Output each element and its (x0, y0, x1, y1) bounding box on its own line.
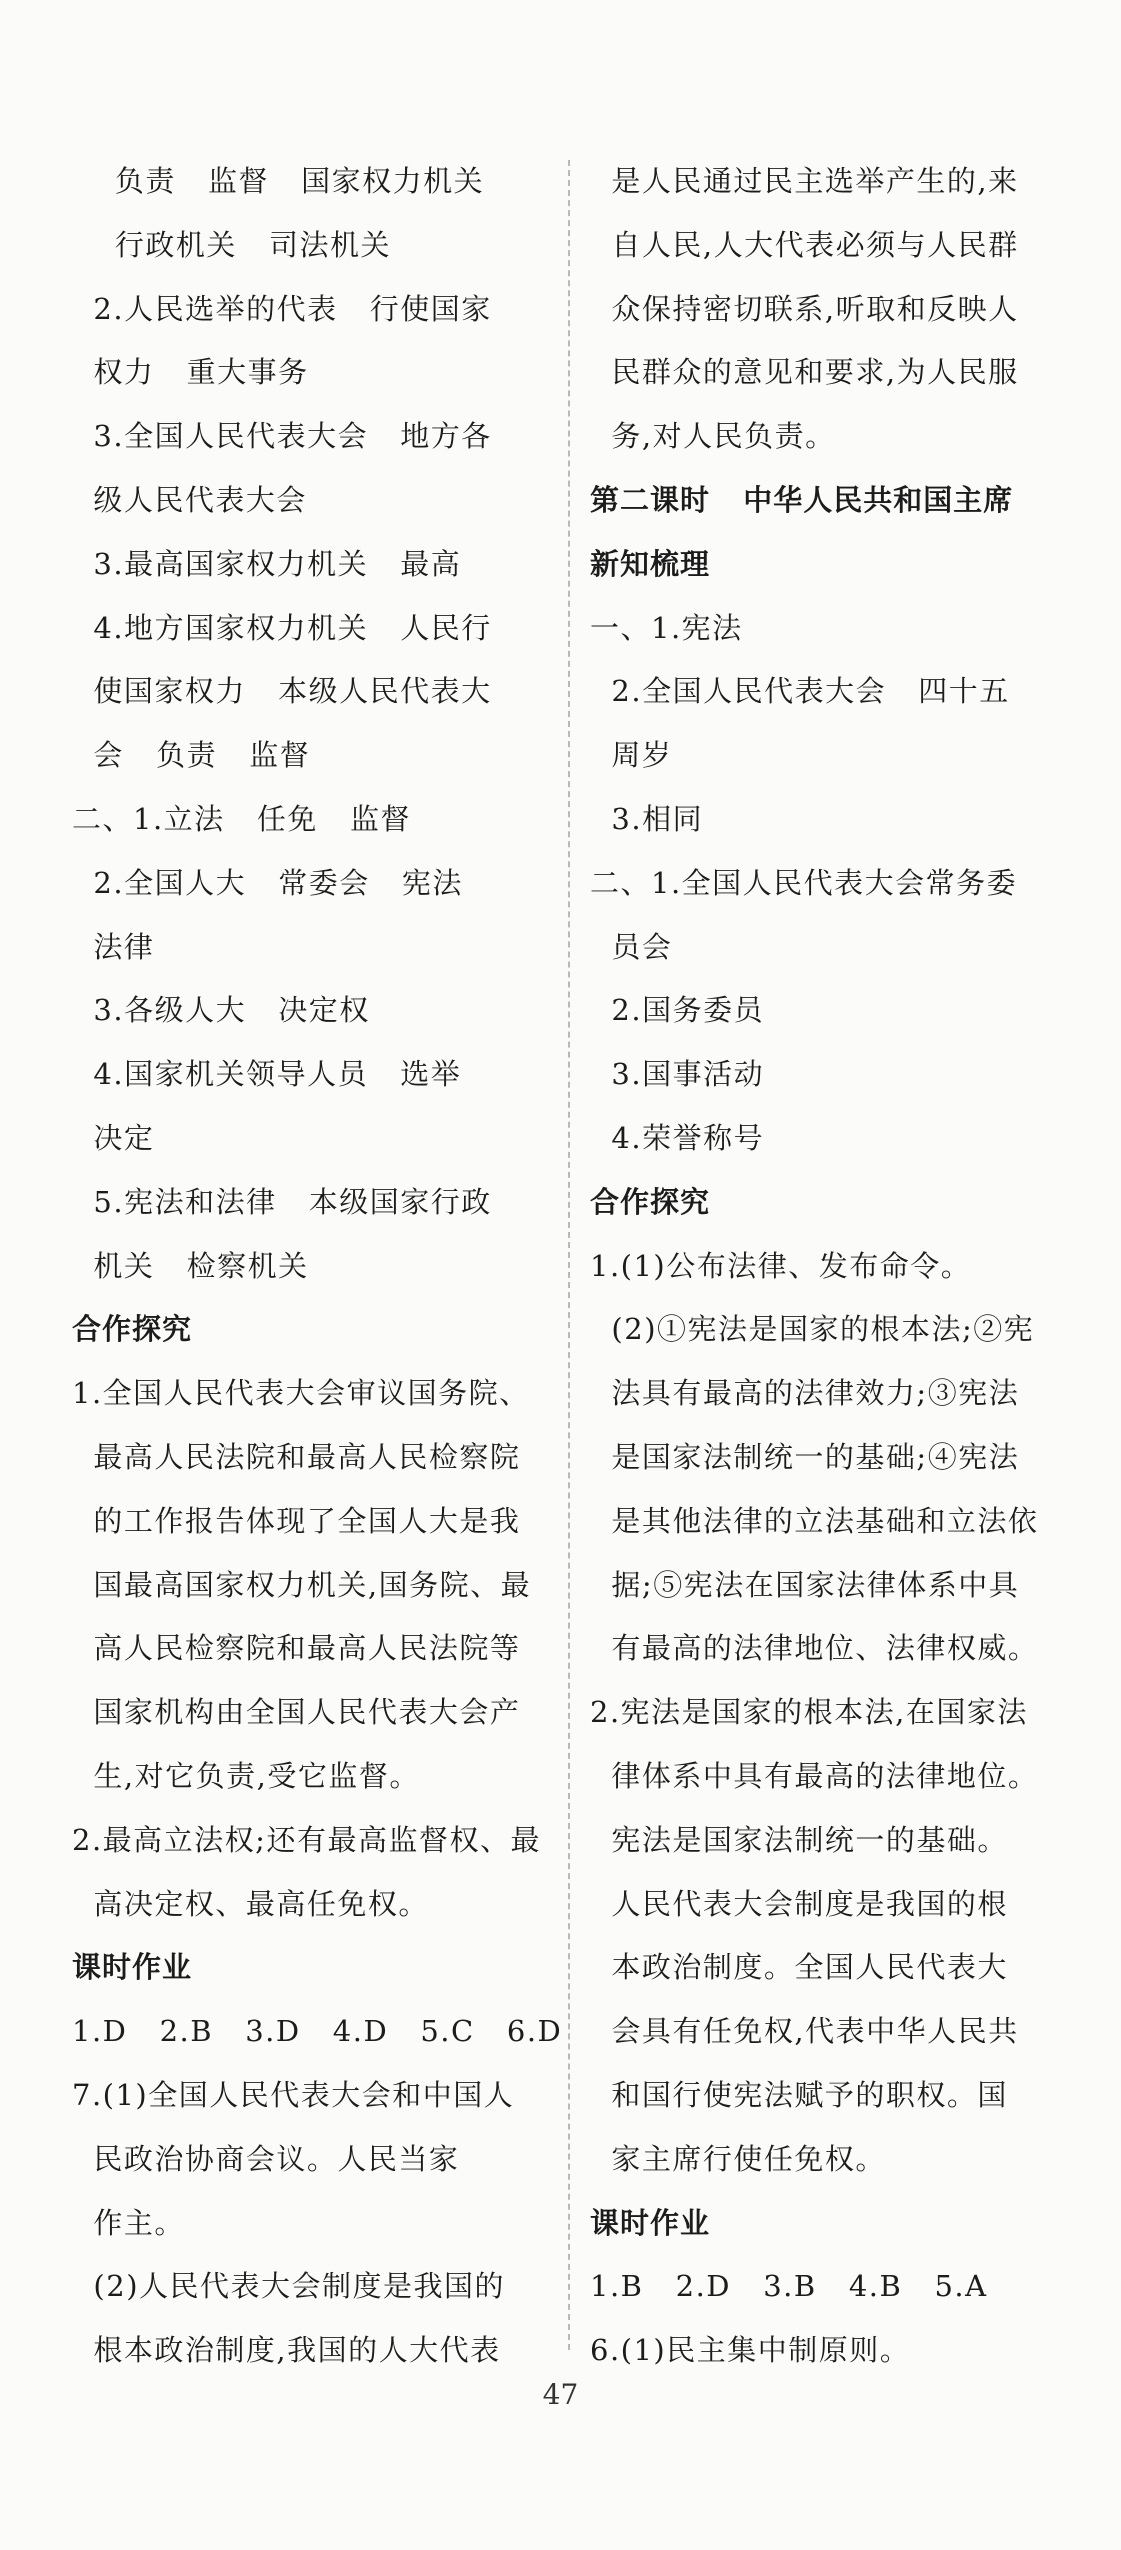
text-line: 3.相同 (590, 801, 704, 836)
text-line: 2.国务委员 (590, 993, 765, 1028)
text-line: 是其他法律的立法基础和立法依 (590, 1503, 1039, 1538)
text-line: 律体系中具有最高的法律地位。 (590, 1758, 1039, 1793)
text-line: 3.国事活动 (590, 1057, 765, 1092)
text-line: 是人民通过民主选举产生的,来 (590, 164, 1019, 198)
text-line: 3.全国人民代表大会 地方各 (72, 419, 492, 454)
text-line: 4.荣誉称号 (590, 1120, 765, 1155)
text-line: 行政机关 司法机关 (72, 227, 392, 262)
text-line: 周岁 (590, 738, 673, 773)
text-line: (2)人民代表大会制度是我国的 (72, 2269, 506, 2304)
section-heading: 课时作业 (590, 2205, 711, 2240)
text-line: 根本政治制度,我国的人大代表 (72, 2333, 501, 2368)
text-line: 高人民检察院和最高人民法院等 (72, 1631, 521, 1666)
text-line: 员会 (590, 929, 673, 964)
text-line: 1.(1)公布法律、发布命令。 (590, 1248, 972, 1283)
text-line: 宪法是国家法制统一的基础。 (590, 1822, 1008, 1857)
text-line: 会 负责 监督 (72, 738, 311, 773)
section-heading: 课时作业 (72, 1950, 193, 1985)
text-line: 1.D 2.B 3.D 4.D 5.C 6.D (72, 2014, 563, 2049)
text-line: 本政治制度。全国人民代表大 (590, 1950, 1008, 1985)
text-line: 5.宪法和法律 本级国家行政 (72, 1184, 492, 1219)
text-line: 国最高国家权力机关,国务院、最 (72, 1567, 532, 1602)
text-line: 机关 检察机关 (72, 1248, 309, 1283)
text-line: 1.全国人民代表大会审议国务院、 (72, 1376, 530, 1411)
text-line: 是国家法制统一的基础;④宪法 (590, 1439, 1020, 1474)
text-line: 2.最高立法权;还有最高监督权、最 (72, 1822, 541, 1857)
text-line: 的工作报告体现了全国人大是我 (72, 1503, 521, 1538)
text-line: 国家机构由全国人民代表大会产 (72, 1695, 521, 1730)
text-line: 2.全国人大 常委会 宪法 (72, 865, 463, 900)
right-column (590, 150, 1060, 2383)
text-line: 高决定权、最高任免权。 (72, 1886, 429, 1921)
text-line: 4.地方国家权力机关 人民行 (72, 610, 492, 645)
text-line: 负责 监督 国家权力机关 (72, 164, 485, 198)
text-line: 民群众的意见和要求,为人民服 (590, 355, 1019, 390)
text-line: 使国家权力 本级人民代表大 (72, 674, 492, 709)
text-line: 4.国家机关领导人员 选举 (72, 1057, 462, 1092)
text-line: 权力 重大事务 (72, 355, 309, 390)
text-line: 2.全国人民代表大会 四十五 (590, 674, 1010, 709)
section-heading: 合作探究 (72, 1312, 193, 1347)
section-heading: 合作探究 (590, 1184, 711, 1219)
text-line: 众保持密切联系,听取和反映人 (590, 291, 1019, 326)
text-line: 3.各级人大 决定权 (72, 993, 370, 1028)
text-line: 最高人民法院和最高人民检察院 (72, 1439, 521, 1474)
text-line: 法具有最高的法律效力;③宪法 (590, 1376, 1020, 1411)
text-line: 作主。 (72, 2205, 185, 2240)
page-number: 47 (542, 2378, 579, 2411)
text-line: 和国行使宪法赋予的职权。国 (590, 2077, 1008, 2112)
text-line: 会具有任免权,代表中华人民共 (590, 2014, 1019, 2049)
text-line: 自人民,人大代表必须与人民群 (590, 227, 1019, 262)
text-line: 法律 (72, 929, 155, 964)
text-line: 据;⑤宪法在国家法律体系中具 (590, 1567, 1020, 1602)
text-line: 级人民代表大会 (72, 482, 307, 517)
text-line: 生,对它负责,受它监督。 (72, 1758, 420, 1793)
text-line: 1.B 2.D 3.B 4.B 5.A (590, 2269, 988, 2304)
text-line: 6.(1)民主集中制原则。 (590, 2333, 911, 2368)
column-divider (568, 160, 570, 2350)
text-line: 2.人民选举的代表 行使国家 (72, 291, 492, 326)
text-line: 民政治协商会议。人民当家 (72, 2141, 460, 2176)
text-line: 二、1.全国人民代表大会常务委 (590, 865, 1018, 900)
text-line: 决定 (72, 1120, 155, 1155)
text-line: 家主席行使任免权。 (590, 2141, 886, 2176)
text-line: 有最高的法律地位、法律权威。 (590, 1631, 1039, 1666)
text-line: 一、1.宪法 (590, 610, 743, 645)
section-heading: 新知梳理 (590, 546, 711, 581)
text-line: 务,对人民负责。 (590, 419, 836, 454)
text-line: 3.最高国家权力机关 最高 (72, 546, 462, 581)
text-line: (2)①宪法是国家的根本法;②宪 (590, 1312, 1035, 1347)
text-line: 2.宪法是国家的根本法,在国家法 (590, 1695, 1028, 1730)
section-heading: 第二课时 中华人民共和国主席 (590, 482, 1014, 517)
left-column (72, 150, 563, 2383)
text-line: 二、1.立法 任免 监督 (72, 801, 411, 836)
text-line: 7.(1)全国人民代表大会和中国人 (72, 2077, 515, 2112)
text-line: 人民代表大会制度是我国的根 (590, 1886, 1008, 1921)
